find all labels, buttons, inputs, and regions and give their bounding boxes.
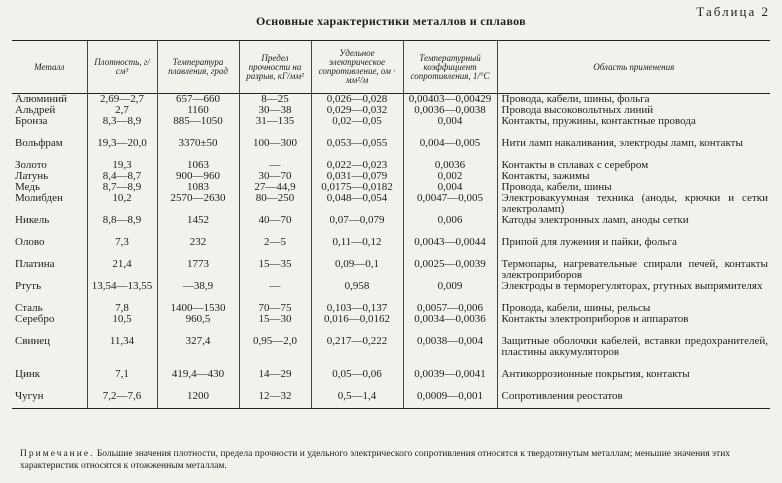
melting-point-value: 657—660	[157, 94, 239, 106]
temperature-coefficient-value: 0,0025—0,0039	[403, 259, 497, 281]
metal-name: Никель	[15, 215, 50, 226]
table-row	[12, 160, 770, 171]
density-value: 11,34	[87, 336, 157, 369]
metal-name: Платина	[15, 259, 55, 270]
table-row	[12, 259, 770, 281]
header-resistivity: Удельное электрическое сопротивление, ом · мм²/м	[311, 41, 403, 94]
density-value: 21,4	[87, 259, 157, 281]
melting-point-value: 960,5	[157, 314, 239, 336]
temperature-coefficient-value: 0,004	[403, 182, 497, 193]
density-value: 19,3	[87, 160, 157, 171]
table-title: Основные характеристики металлов и сплавов	[256, 14, 526, 28]
header-metal: Металл	[12, 41, 87, 94]
resistivity-value: 0,02—0,05	[311, 116, 403, 138]
temperature-coefficient-value: 0,009	[403, 281, 497, 303]
metal-name: Серебро	[15, 314, 55, 325]
density-value: 2,7	[87, 105, 157, 116]
density-value: 7,3	[87, 237, 157, 259]
density-value: 10,5	[87, 314, 157, 336]
resistivity-value: 0,053—0,055	[311, 138, 403, 160]
table-row	[12, 336, 770, 369]
usage-text: Провода, кабели, шины, фольга	[497, 94, 770, 106]
resistivity-value: 0,026—0,028	[311, 94, 403, 106]
usage-text: Сопротивления реостатов	[497, 391, 770, 408]
metal-name: Латунь	[15, 171, 49, 182]
header-density: Плотность, г/см³	[87, 41, 157, 94]
table-row	[12, 182, 770, 193]
density-value: 2,69—2,7	[87, 94, 157, 106]
footnote-label: Примечание.	[20, 449, 95, 459]
header-row	[12, 41, 770, 94]
table-row	[12, 369, 770, 391]
melting-point-value: 1063	[157, 160, 239, 171]
temperature-coefficient-value: 0,004	[403, 116, 497, 138]
temperature-coefficient-value: 0,0047—0,005	[403, 193, 497, 215]
table-row	[12, 237, 770, 259]
resistivity-value: 0,11—0,12	[311, 237, 403, 259]
melting-point-value: 232	[157, 237, 239, 259]
resistivity-value: 0,048—0,054	[311, 193, 403, 215]
table-row	[12, 94, 770, 106]
usage-text: Контакты, зажимы	[497, 171, 770, 182]
density-value: 8,7—8,9	[87, 182, 157, 193]
footnote	[20, 448, 770, 472]
tensile-strength-value: —	[239, 281, 311, 303]
tensile-strength-value: 0,95—2,0	[239, 336, 311, 369]
density-value: 8,3—8,9	[87, 116, 157, 138]
tensile-strength-value: 70—75	[239, 303, 311, 314]
table-row	[12, 116, 770, 138]
header-melting-point: Температура плавления, град	[157, 41, 239, 94]
metal-name: Молибден	[15, 193, 63, 204]
resistivity-value: 0,05—0,06	[311, 369, 403, 391]
tensile-strength-value: 40—70	[239, 215, 311, 237]
melting-point-value: 885—1050	[157, 116, 239, 138]
usage-text: Электровакуумная техника (аноды, крючки и сетки электроламп)	[497, 193, 770, 215]
usage-text: Провода, кабели, шины, рельсы	[497, 303, 770, 314]
table-row	[12, 281, 770, 303]
table-number-label: Таблица 2	[696, 4, 770, 19]
tensile-strength-value: 15—30	[239, 314, 311, 336]
density-value: 8,4—8,7	[87, 171, 157, 182]
header-temperature-coefficient: Температурный коэффициент сопротивления, 1/°С	[403, 41, 497, 94]
usage-text: Контакты, пружины, контактные провода	[497, 116, 770, 138]
melting-point-value: 2570—2630	[157, 193, 239, 215]
metal-name: Чугун	[12, 391, 87, 408]
metal-name: Вольфрам	[15, 138, 63, 149]
metal-name: Алюминий	[15, 93, 68, 105]
resistivity-value: 0,217—0,222	[311, 336, 403, 369]
metal-name: Цинк	[15, 369, 41, 380]
melting-point-value: 1773	[157, 259, 239, 281]
tensile-strength-value: 8—25	[239, 94, 311, 106]
header-tensile-strength: Предел прочности на разрыв, кГ/мм²	[239, 41, 311, 94]
usage-text: Термопары, нагревательные спирали печей, контакты электроприборов	[497, 259, 770, 281]
metal-name: Свинец	[15, 336, 51, 347]
density-value: 13,54—13,55	[87, 281, 157, 303]
metal-name: Олово	[15, 237, 45, 248]
tensile-strength-value: 15—35	[239, 259, 311, 281]
table-row	[12, 171, 770, 182]
usage-text: Провода высоковольтных линий	[497, 105, 770, 116]
table-row	[12, 193, 770, 215]
melting-point-value: 900—960	[157, 171, 239, 182]
tensile-strength-value: 30—38	[239, 105, 311, 116]
tensile-strength-value: 30—70	[239, 171, 311, 182]
tensile-strength-value: 100—300	[239, 138, 311, 160]
resistivity-value: 0,09—0,1	[311, 259, 403, 281]
tensile-strength-value: 12—32	[239, 391, 311, 408]
resistivity-value: 0,031—0,079	[311, 171, 403, 182]
header-usage: Область применения	[497, 41, 770, 94]
usage-text: Антикоррозионные покрытия, контакты	[497, 369, 770, 391]
metal-name: Сталь	[15, 303, 43, 314]
usage-text: Электроды в терморегуляторах, ртутных выпрямителях	[497, 281, 770, 303]
usage-text: Контакты в сплавах с серебром	[497, 160, 770, 171]
density-value: 10,2	[87, 193, 157, 215]
metal-name: Ртуть	[15, 281, 42, 292]
density-value: 8,8—8,9	[87, 215, 157, 237]
metal-name: Золото	[15, 160, 47, 171]
melting-point-value: —38,9	[157, 281, 239, 303]
table-row	[12, 215, 770, 237]
tensile-strength-value: 31—135	[239, 116, 311, 138]
melting-point-value: 1400—1530	[157, 303, 239, 314]
melting-point-value: 1160	[157, 105, 239, 116]
melting-point-value: 1200	[157, 391, 239, 408]
table-row	[12, 105, 770, 116]
table-row	[12, 314, 770, 336]
resistivity-value: 0,022—0,023	[311, 160, 403, 171]
usage-text: Контакты электроприборов и аппаратов	[497, 314, 770, 336]
usage-text: Катоды электронных ламп, аноды сетки	[497, 215, 770, 237]
resistivity-value: 0,07—0,079	[311, 215, 403, 237]
density-value: 7,8	[87, 303, 157, 314]
table-row	[12, 303, 770, 314]
tensile-strength-value: 27—44,9	[239, 182, 311, 193]
temperature-coefficient-value: 0,0036	[403, 160, 497, 171]
density-value: 19,3—20,0	[87, 138, 157, 160]
resistivity-value: 0,0175—0,0182	[311, 182, 403, 193]
usage-text: Припой для лужения и пайки, фольга	[497, 237, 770, 259]
temperature-coefficient-value: 0,0034—0,0036	[403, 314, 497, 336]
resistivity-value: 0,029—0,032	[311, 105, 403, 116]
metal-name: Медь	[15, 182, 40, 193]
temperature-coefficient-value: 0,0057—0,006	[403, 303, 497, 314]
temperature-coefficient-value: 0,0036—0,0038	[403, 105, 497, 116]
melting-point-value: 3370±50	[157, 138, 239, 160]
density-value: 7,1	[87, 369, 157, 391]
table-row	[12, 138, 770, 160]
usage-text: Нити ламп накаливания, электроды ламп, контакты	[497, 138, 770, 160]
temperature-coefficient-value: 0,00403—0,00429	[403, 94, 497, 106]
temperature-coefficient-value: 0,0039—0,0041	[403, 369, 497, 391]
tensile-strength-value: 14—29	[239, 369, 311, 391]
metal-name: Альдрей	[15, 105, 56, 116]
melting-point-value: 327,4	[157, 336, 239, 369]
table-row	[12, 391, 770, 408]
density-value: 7,2—7,6	[87, 391, 157, 408]
resistivity-value: 0,5—1,4	[311, 391, 403, 408]
melting-point-value: 1083	[157, 182, 239, 193]
melting-point-value: 1452	[157, 215, 239, 237]
resistivity-value: 0,016—0,0162	[311, 314, 403, 336]
footnote-text: Большие значения плотности, предела прочности и удельного электрического сопротивления относятся к твердотянутым металлам; меньшие значения этих характеристик относятся к отожженным металлам.	[20, 449, 731, 471]
usage-text: Провода, кабели, шины	[497, 182, 770, 193]
resistivity-value: 0,103—0,137	[311, 303, 403, 314]
temperature-coefficient-value: 0,0009—0,001	[403, 391, 497, 408]
temperature-coefficient-value: 0,006	[403, 215, 497, 237]
temperature-coefficient-value: 0,002	[403, 171, 497, 182]
temperature-coefficient-value: 0,0043—0,0044	[403, 237, 497, 259]
temperature-coefficient-value: 0,0038—0,004	[403, 336, 497, 369]
tensile-strength-value: —	[239, 160, 311, 171]
tensile-strength-value: 2—5	[239, 237, 311, 259]
temperature-coefficient-value: 0,004—0,005	[403, 138, 497, 160]
metals-table	[12, 40, 770, 409]
metal-name: Бронза	[15, 116, 48, 127]
tensile-strength-value: 80—250	[239, 193, 311, 215]
resistivity-value: 0,958	[311, 281, 403, 303]
melting-point-value: 419,4—430	[157, 369, 239, 391]
usage-text: Защитные оболочки кабелей, вставки предохранителей, пластины аккумуляторов	[497, 336, 770, 369]
